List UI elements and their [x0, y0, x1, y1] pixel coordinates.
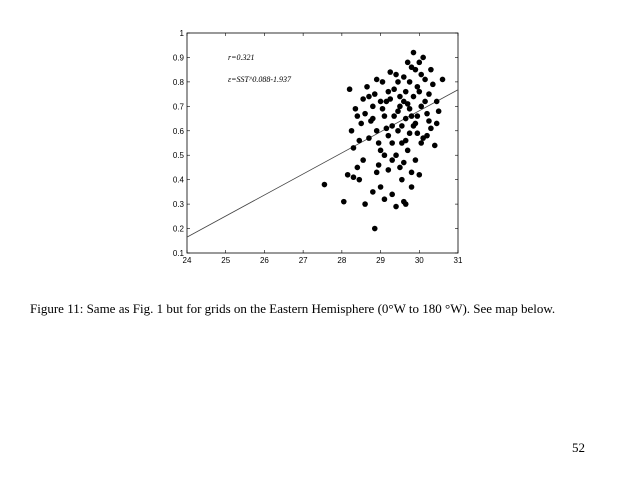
data-point: [395, 79, 401, 85]
data-point: [374, 128, 380, 134]
data-point: [356, 177, 362, 183]
data-point: [347, 86, 353, 92]
y-tick-label: 0.9: [172, 53, 184, 63]
data-point: [397, 104, 403, 110]
data-point: [391, 86, 397, 92]
data-point: [416, 89, 422, 95]
data-point: [372, 91, 378, 97]
data-point: [430, 82, 436, 88]
data-point: [386, 133, 392, 139]
data-point: [411, 50, 417, 56]
data-point: [349, 128, 355, 134]
x-tick-label: 29: [376, 256, 386, 265]
data-point: [409, 184, 415, 190]
data-point: [355, 113, 361, 119]
data-point: [391, 113, 397, 119]
y-tick-label: 0.3: [172, 200, 184, 210]
data-point: [436, 108, 442, 114]
data-point: [399, 177, 405, 183]
data-point: [353, 106, 359, 112]
data-point: [384, 126, 390, 132]
y-tick-label: 0.4: [172, 175, 184, 185]
page-number: 52: [572, 440, 585, 455]
data-point: [418, 140, 424, 146]
x-tick-label: 30: [414, 256, 424, 265]
x-tick-label: 24: [182, 256, 192, 265]
data-point: [380, 79, 386, 85]
x-tick-label: 25: [221, 256, 231, 265]
data-point: [413, 157, 419, 163]
data-point: [389, 192, 395, 198]
y-tick-label: 0.7: [172, 102, 184, 112]
data-point: [418, 72, 424, 78]
data-point: [372, 226, 378, 232]
data-point: [351, 145, 357, 151]
data-point: [370, 104, 376, 110]
data-point: [409, 113, 415, 119]
data-point: [341, 199, 347, 205]
data-point: [424, 111, 430, 117]
data-point: [420, 55, 426, 61]
data-point: [366, 135, 372, 141]
data-point: [393, 152, 399, 158]
data-point: [440, 77, 446, 83]
data-point: [428, 126, 434, 132]
y-tick-label: 0.8: [172, 77, 184, 87]
data-point: [356, 138, 362, 144]
data-point: [358, 121, 364, 127]
data-point: [405, 148, 411, 154]
data-point: [424, 133, 430, 139]
data-point: [362, 111, 368, 117]
data-point: [401, 74, 407, 80]
data-point: [364, 84, 370, 90]
y-tick-label: 0.5: [172, 151, 184, 161]
data-point: [422, 77, 428, 83]
annotation-equation: ε=SST^0.088-1.937: [228, 75, 292, 84]
data-point: [370, 189, 376, 195]
data-point: [426, 91, 432, 97]
data-point: [389, 157, 395, 163]
data-point: [418, 104, 424, 110]
x-tick-label: 26: [259, 256, 269, 265]
data-point: [411, 123, 417, 129]
data-point: [386, 167, 392, 173]
data-point: [322, 182, 328, 188]
fit-line: [187, 90, 458, 237]
data-point: [416, 60, 422, 66]
y-tick-label: 0.2: [172, 224, 184, 234]
data-point: [413, 67, 419, 73]
data-point: [415, 130, 421, 136]
data-point: [405, 60, 411, 66]
data-point: [387, 69, 393, 75]
annotation-r: r=0.321: [228, 53, 255, 62]
data-point: [393, 204, 399, 210]
data-point: [382, 152, 388, 158]
data-point: [351, 174, 357, 180]
data-point: [415, 113, 421, 119]
data-point: [401, 99, 407, 105]
data-point: [403, 201, 409, 207]
x-tick-label: 31: [453, 256, 463, 265]
y-tick-label: 0.6: [172, 126, 184, 136]
data-point: [374, 170, 380, 176]
data-point: [378, 184, 384, 190]
data-point: [399, 123, 405, 129]
data-point: [382, 113, 388, 119]
data-point: [407, 106, 413, 112]
data-point: [434, 99, 440, 105]
figure-caption: Figure 11: Same as Fig. 1 but for grids on the Eastern Hemisphere (0°W to 180 °W). See map below.: [30, 301, 556, 316]
data-point: [387, 96, 393, 102]
data-point: [434, 121, 440, 127]
data-point: [428, 67, 434, 73]
data-point: [345, 172, 351, 178]
data-point: [397, 94, 403, 100]
data-point: [355, 165, 361, 171]
data-point: [360, 157, 366, 163]
data-point: [393, 72, 399, 78]
data-point: [376, 140, 382, 146]
data-point: [397, 165, 403, 171]
x-tick-label: 27: [298, 256, 308, 265]
data-point: [409, 170, 415, 176]
data-point: [389, 140, 395, 146]
data-point: [389, 123, 395, 129]
data-point: [362, 201, 368, 207]
data-point: [378, 148, 384, 154]
data-point: [366, 94, 372, 100]
data-point: [403, 89, 409, 95]
data-point: [380, 106, 386, 112]
data-point: [407, 79, 413, 85]
data-point: [415, 84, 421, 90]
y-tick-label: 1: [179, 29, 184, 38]
data-point: [376, 162, 382, 168]
data-point: [432, 143, 438, 149]
data-point: [382, 196, 388, 202]
data-point: [401, 160, 407, 166]
data-point: [416, 172, 422, 178]
data-point: [411, 94, 417, 100]
data-point: [422, 99, 428, 105]
data-point: [426, 118, 432, 124]
data-point: [370, 116, 376, 122]
data-point: [360, 96, 366, 102]
y-tick-label: 0.1: [172, 249, 184, 258]
data-point: [378, 99, 384, 105]
plot-frame: [187, 33, 458, 253]
data-point: [386, 89, 392, 95]
data-point: [407, 130, 413, 136]
data-point: [395, 128, 401, 134]
data-point: [403, 116, 409, 122]
x-tick-label: 28: [337, 256, 347, 265]
data-point: [403, 138, 409, 144]
data-point: [374, 77, 380, 83]
data-point: [395, 108, 401, 114]
